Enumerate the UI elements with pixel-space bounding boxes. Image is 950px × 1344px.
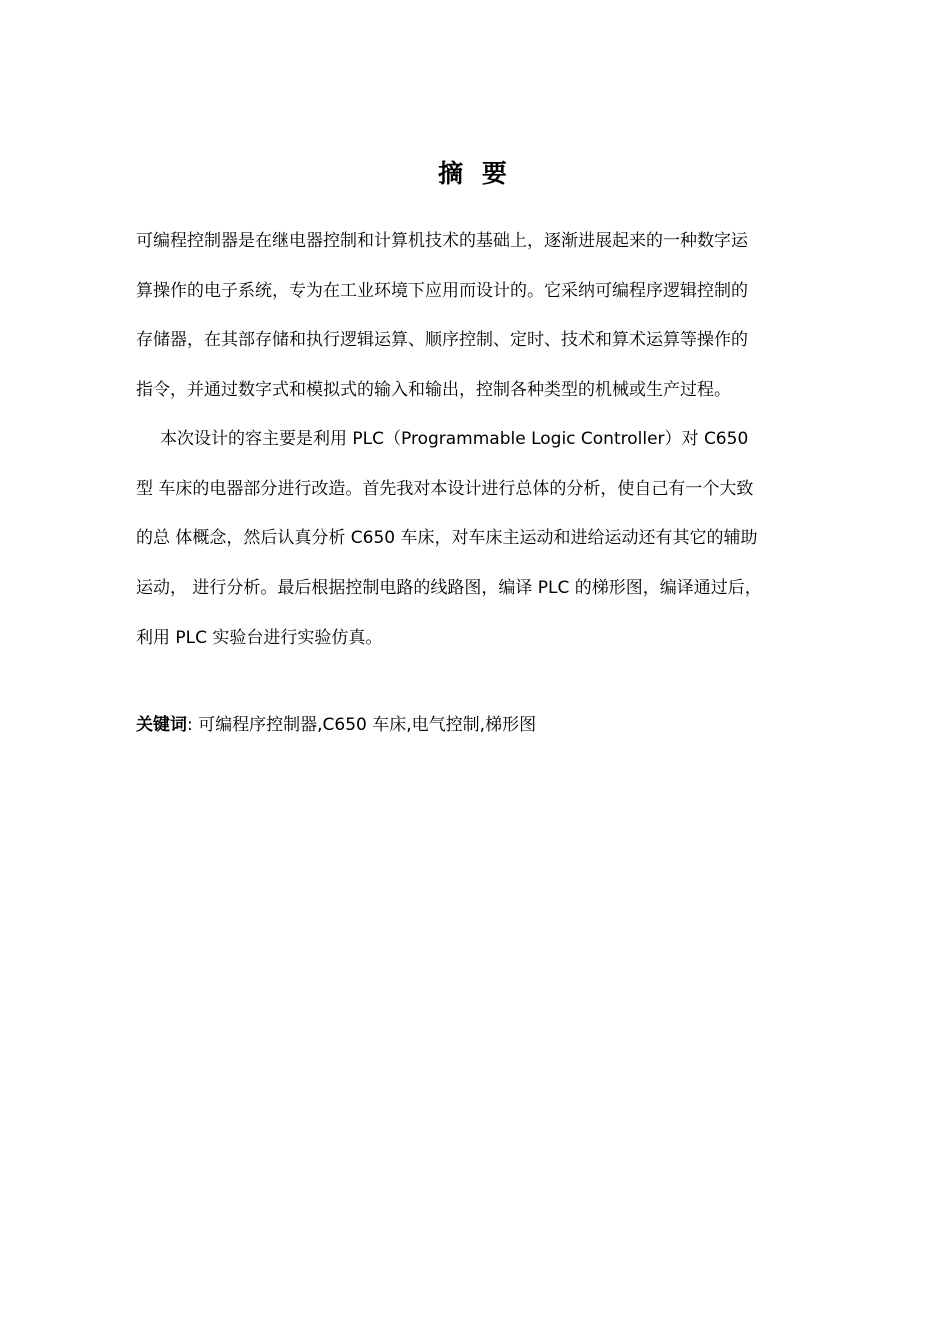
keywords-separator: :: [187, 715, 199, 735]
paragraph-2-line-2: 型 车床的电器部分进行改造。首先我对本设计进行总体的分析，使自己有一个大致: [136, 479, 754, 499]
paragraph-2-line-3: 的总 体概念，然后认真分析 C650 车床，对车床主运动和进给运动还有其它的辅助: [136, 528, 758, 548]
keywords-label: 关键词: [136, 715, 187, 735]
keywords-line: [136, 712, 536, 738]
paragraph-2-line-5: 利用 PLC 实验台进行实验仿真。: [136, 628, 383, 648]
paragraph-2-line-4: 运动， 进行分析。最后根据控制电路的线路图，编译 PLC 的梯形图，编译通过后，: [136, 578, 762, 598]
keywords-value: 可编程序控制器,C650 车床,电气控制,梯形图: [198, 715, 537, 735]
abstract-title: 摘 要: [438, 159, 512, 188]
paragraph-2-line-1: 本次设计的容主要是利用 PLC（Programmable Logic Controller）对 C650: [160, 429, 749, 449]
paragraph-1-line-2: 算操作的电子系统，专为在工业环境下应用而设计的。它采纳可编程序逻辑控制的: [136, 281, 748, 301]
paragraph-1-line-3: 存储器，在其部存储和执行逻辑运算、顺序控制、定时、技术和算术运算等操作的: [136, 330, 748, 350]
paragraph-1-line-4: 指令，并通过数字式和模拟式的输入和输出，控制各种类型的机械或生产过程。: [136, 380, 731, 400]
paragraph-1-line-1: 可编程控制器是在继电器控制和计算机技术的基础上，逐渐进展起来的一种数字运: [136, 231, 748, 251]
